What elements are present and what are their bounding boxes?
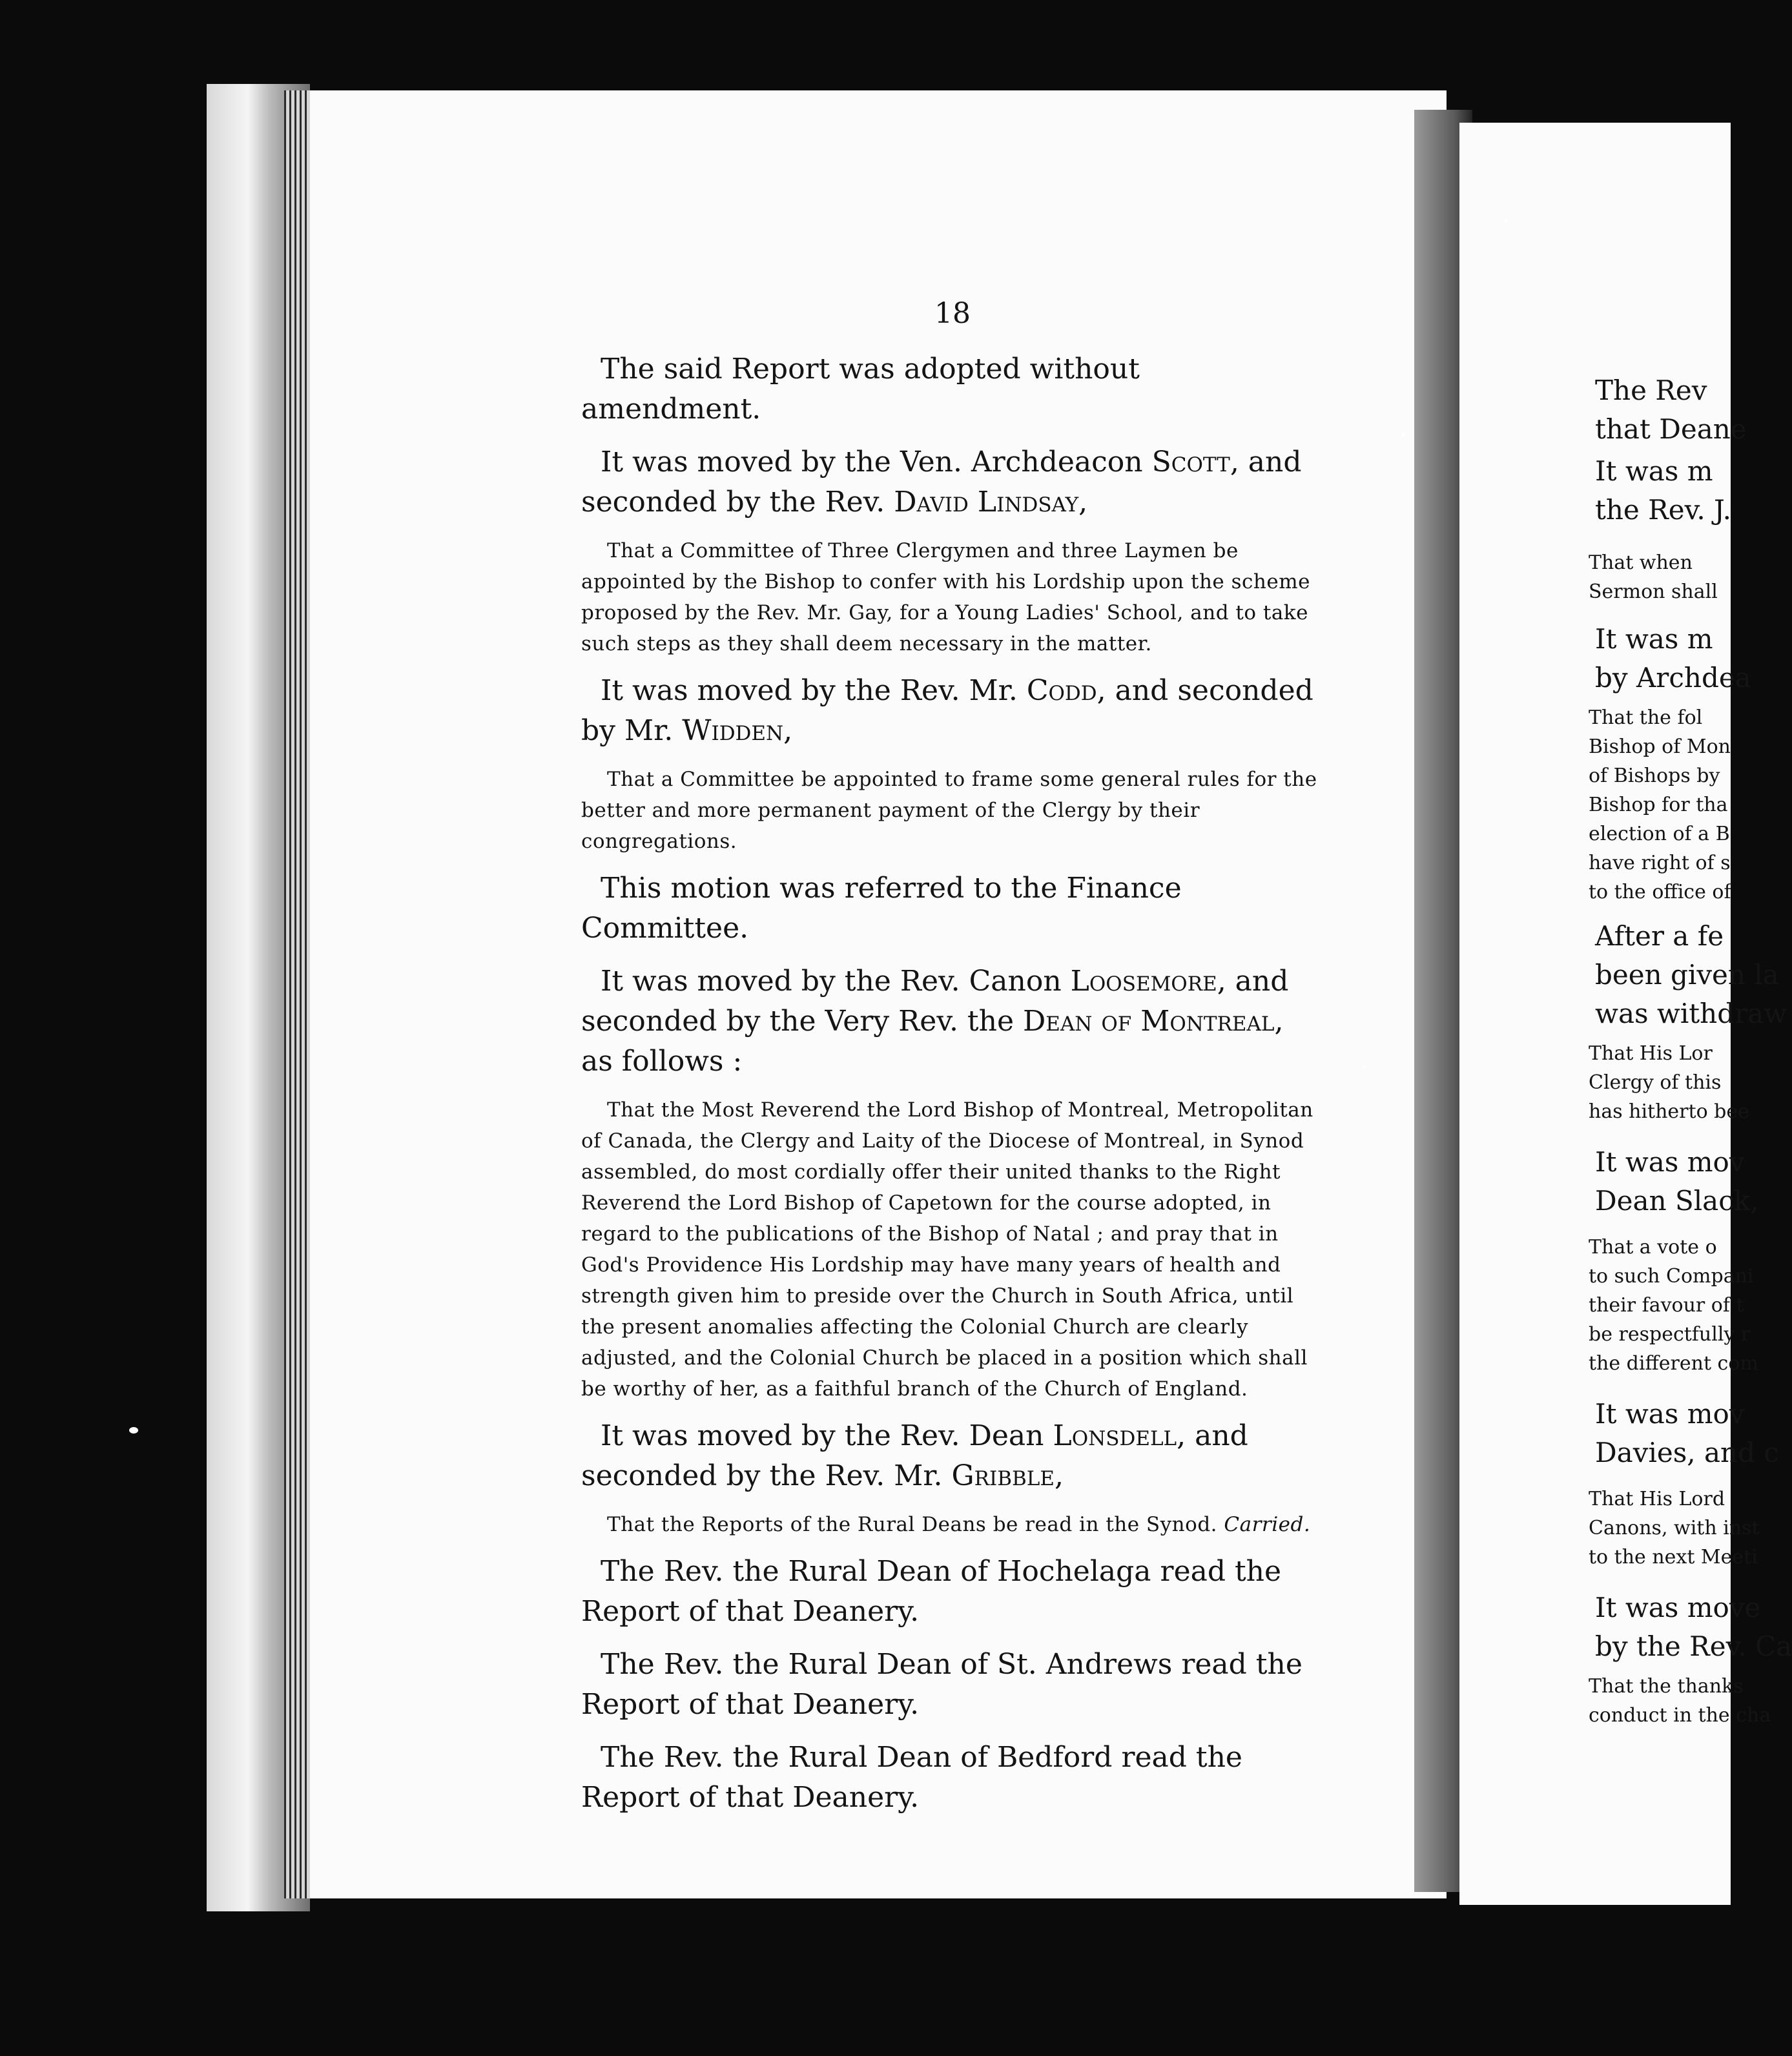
right-page-line: to such Compani (1589, 1265, 1754, 1288)
name-small-caps: Codd (1026, 674, 1097, 707)
left-page-text (581, 297, 1324, 1831)
right-page-line: That His Lord (1589, 1488, 1725, 1510)
paragraph-text: , and seconded by the Very Rev. the (581, 965, 1289, 1038)
right-page-line: That His Lor (1589, 1042, 1713, 1065)
paragraph-text: , and seconded by Mr. (581, 674, 1313, 747)
page-number: 18 (934, 297, 971, 330)
right-page-line: Bishop of Mon (1589, 735, 1731, 758)
carried-label: Carried. (1224, 1513, 1311, 1536)
right-page-line: by Archdea (1595, 662, 1751, 694)
paragraph: This motion was referred to the Finance Committee. (581, 872, 1182, 945)
motion-text: That the Most Reverend the Lord Bishop of Montreal, Metropolitan of Canada, the Clergy and Laity of the Diocese of Montreal, in Synod assembled, do most cordially offer their united thanks to the Right Reverend the Lord Bishop of Capetown for the course adopted, in regard to the publications of the Bishop of Natal ; and pray that in God's Providence His Lordship may have many years of health and strength given him to preside over the Church in South Africa, until the present anomalies affecting the Colonial Church are clearly adjusted, and the Colonial Church be placed in a position which shall be worthy of her, as a faithful branch of the Church of England. (581, 1098, 1313, 1401)
right-page-line: that Deane (1595, 413, 1747, 445)
right-page-line: Canons, with inst (1589, 1517, 1760, 1539)
right-page-line: the different com (1589, 1352, 1758, 1375)
paragraph: The Rev. the Rural Dean of St. Andrews read the Report of that Deanery. (581, 1648, 1303, 1721)
name-small-caps: Dean of Montreal (1022, 1005, 1275, 1038)
right-page-line: has hitherto bee (1589, 1100, 1749, 1123)
paragraph-text: , as follows : (581, 1005, 1284, 1078)
paragraph-text: , (783, 714, 793, 747)
paragraph: The said Report was adopted without amendment. (581, 353, 1140, 426)
paragraph: The Rev. the Rural Dean of Bedford read the Report of that Deanery. (581, 1741, 1242, 1814)
right-page-line: election of a B (1589, 823, 1730, 845)
right-page-line: their favour of t (1589, 1294, 1744, 1317)
name-small-caps: Widden (682, 714, 784, 747)
right-page-line: was withdraw (1595, 998, 1787, 1029)
right-page-line: Clergy of this (1589, 1071, 1722, 1094)
right-page-line: Dean Slack, (1595, 1185, 1759, 1217)
paragraph (581, 442, 1324, 522)
right-page-line: of Bishops by (1589, 765, 1720, 787)
right-page-line: the Rev. J. (1595, 494, 1731, 526)
right-page-line: It was mov (1595, 1146, 1745, 1178)
right-page-line: That the thanks (1589, 1675, 1744, 1698)
right-page-line: have right of s (1589, 852, 1731, 874)
right-page-line: It was m (1595, 623, 1713, 655)
dust-speck (129, 1427, 138, 1434)
right-page-line: That a vote o (1589, 1236, 1717, 1259)
right-page-line: That the fol (1589, 706, 1703, 729)
paragraph-text: , (1055, 1459, 1064, 1492)
right-page-line: Davies, and c (1595, 1437, 1779, 1468)
dust-speck (1363, 1065, 1366, 1069)
paragraph-text: It was moved by the Rev. Dean (601, 1419, 1053, 1452)
paragraph-text: , and seconded by the Rev. (581, 446, 1302, 519)
motion-text-body: That the Reports of the Rural Deans be read in the Synod. (607, 1513, 1224, 1536)
right-page-line: Bishop for tha (1589, 794, 1728, 816)
right-page-line: After a fe (1595, 920, 1724, 952)
dust-speck (1505, 220, 1508, 223)
name-small-caps: Loosemore (1070, 965, 1217, 998)
paragraph-text: It was moved by the Ven. Archdeacon (601, 446, 1152, 478)
right-page-line: It was move (1595, 1592, 1761, 1623)
paragraph: The Rev. the Rural Dean of Hochelaga read the Report of that Deanery. (581, 1555, 1282, 1628)
right-page-line: be respectfully r (1589, 1323, 1751, 1346)
right-page-line: The Rev (1595, 375, 1707, 406)
motion-text: That a Committee be appointed to frame some general rules for the better and more permanent payment of the Clergy by their congregations. (581, 768, 1317, 853)
right-page-line: conduct in the cha (1589, 1704, 1771, 1727)
paragraph (581, 961, 1324, 1082)
paragraph-text: , (1078, 486, 1088, 519)
name-small-caps: Scott (1151, 446, 1230, 478)
right-page-line: to the office of (1589, 881, 1731, 903)
paragraph-text: , and seconded by the Rev. Mr. (581, 1419, 1248, 1492)
paragraph-text: It was moved by the Rev. Mr. (601, 674, 1027, 707)
motion-text (581, 1509, 1324, 1540)
dust-speck (1401, 433, 1405, 437)
name-small-caps: Lonsdell (1053, 1419, 1177, 1452)
paragraph-text: It was moved by the Rev. Canon (601, 965, 1071, 998)
right-page-line: to the next Meeti (1589, 1546, 1758, 1568)
paragraph (581, 1416, 1324, 1496)
right-page-line: It was m (1595, 455, 1713, 487)
right-page-line: been given la (1595, 959, 1779, 991)
paragraph (581, 671, 1324, 751)
right-page-line: That when (1589, 551, 1693, 574)
right-page-line: It was mov (1595, 1398, 1745, 1430)
name-small-caps: Gribble (951, 1459, 1055, 1492)
name-small-caps: David Lindsay (894, 486, 1079, 519)
right-page-line: by the Rev. Ca (1595, 1630, 1792, 1662)
right-page-line: Sermon shall (1589, 581, 1718, 603)
motion-text: That a Committee of Three Clergymen and three Laymen be appointed by the Bishop to confer with his Lordship upon the scheme proposed by the Rev. Mr. Gay, for a Young Ladies' School, and to take such steps as they shall deem necessary in the matter. (581, 539, 1310, 655)
